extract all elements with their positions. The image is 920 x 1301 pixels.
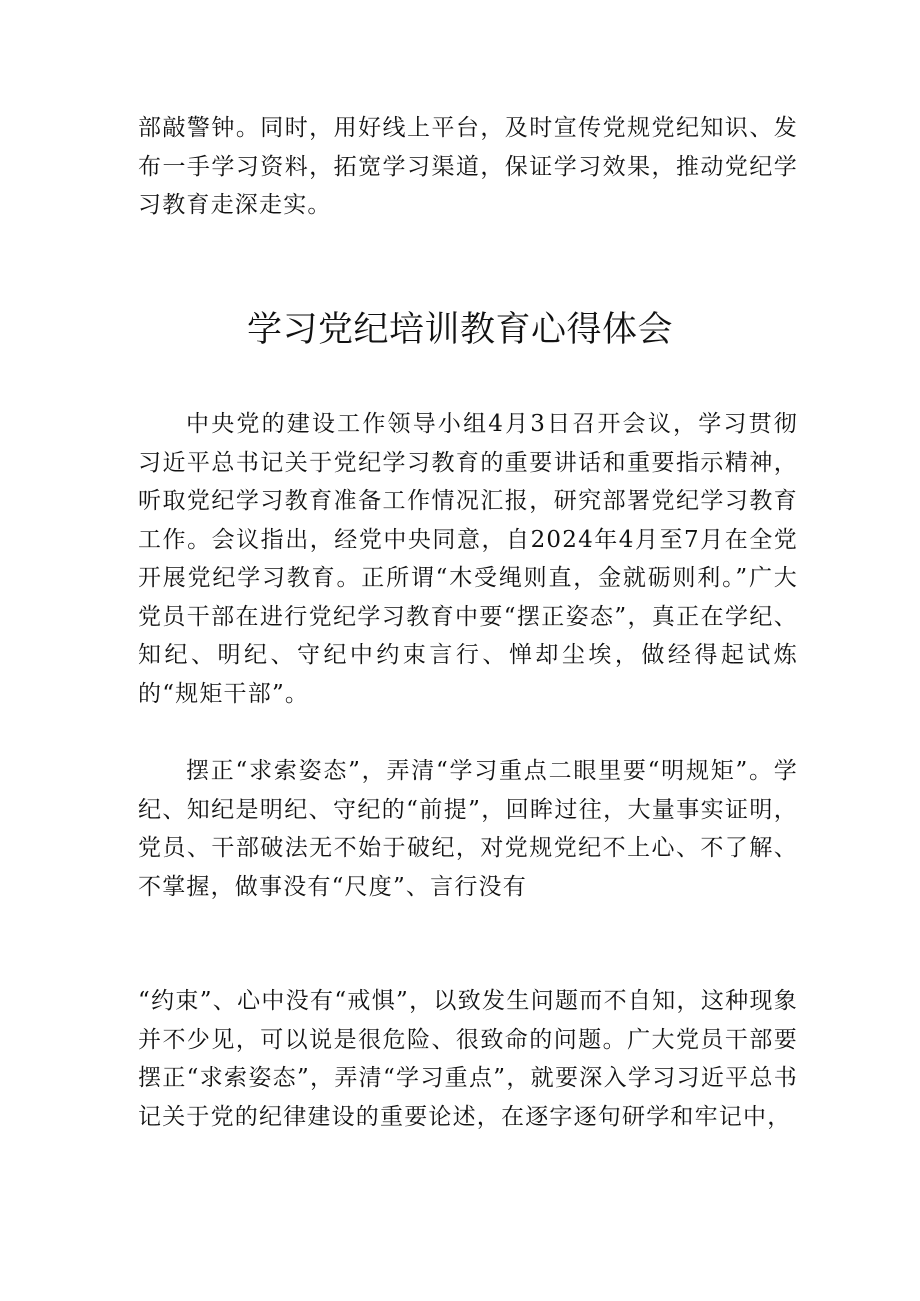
document-title: 学习党纪培训教育心得体会	[246, 310, 673, 350]
body-paragraph-2: 摆正“求索姿态”，弄清“学习重点二眼里要“明规矩”。学纪、知纪是明纪、守纪的“前提”，回眸过往，大量事实证明，党员、干部破法无不始于破纪，对党规党纪不上心、不了解、不掌握，做事没有“尺度”、言行没有	[138, 758, 798, 900]
continuation-paragraph: 部敲警钟。同时，用好线上平台，及时宣传党规党纪知识、发布一手学习资料，拓宽学习渠道，保证学习效果，推动党纪学习教育走深走实。	[138, 115, 798, 218]
body-paragraph-3: “约束”、心中没有“戒惧”，以致发生问题而不自知，这种现象并不少见，可以说是很危险、很致命的问题。广大党员干部要摆正“求索姿态”，弄清“学习重点”，就要深入学习习近平总书记关于党的纪律建设的重要论述，在逐字逐句研学和牢记中，	[138, 988, 798, 1130]
body-paragraph-1: 中央党的建设工作领导小组4月3日召开会议，学习贯彻习近平总书记关于党纪学习教育的重要讲话和重要指示精神，听取党纪学习教育准备工作情况汇报，研究部署党纪学习教育工作。会议指出，经党中央同意，自2024年4月至7月在全党开展党纪学习教育。正所谓“木受绳则直，金就砺则利。”广大党员干部在进行党纪学习教育中要“摆正姿态”，真正在学纪、知纪、明纪、守纪中约束言行、惮却尘埃，做经得起试炼的“规矩干部”。	[138, 411, 798, 707]
